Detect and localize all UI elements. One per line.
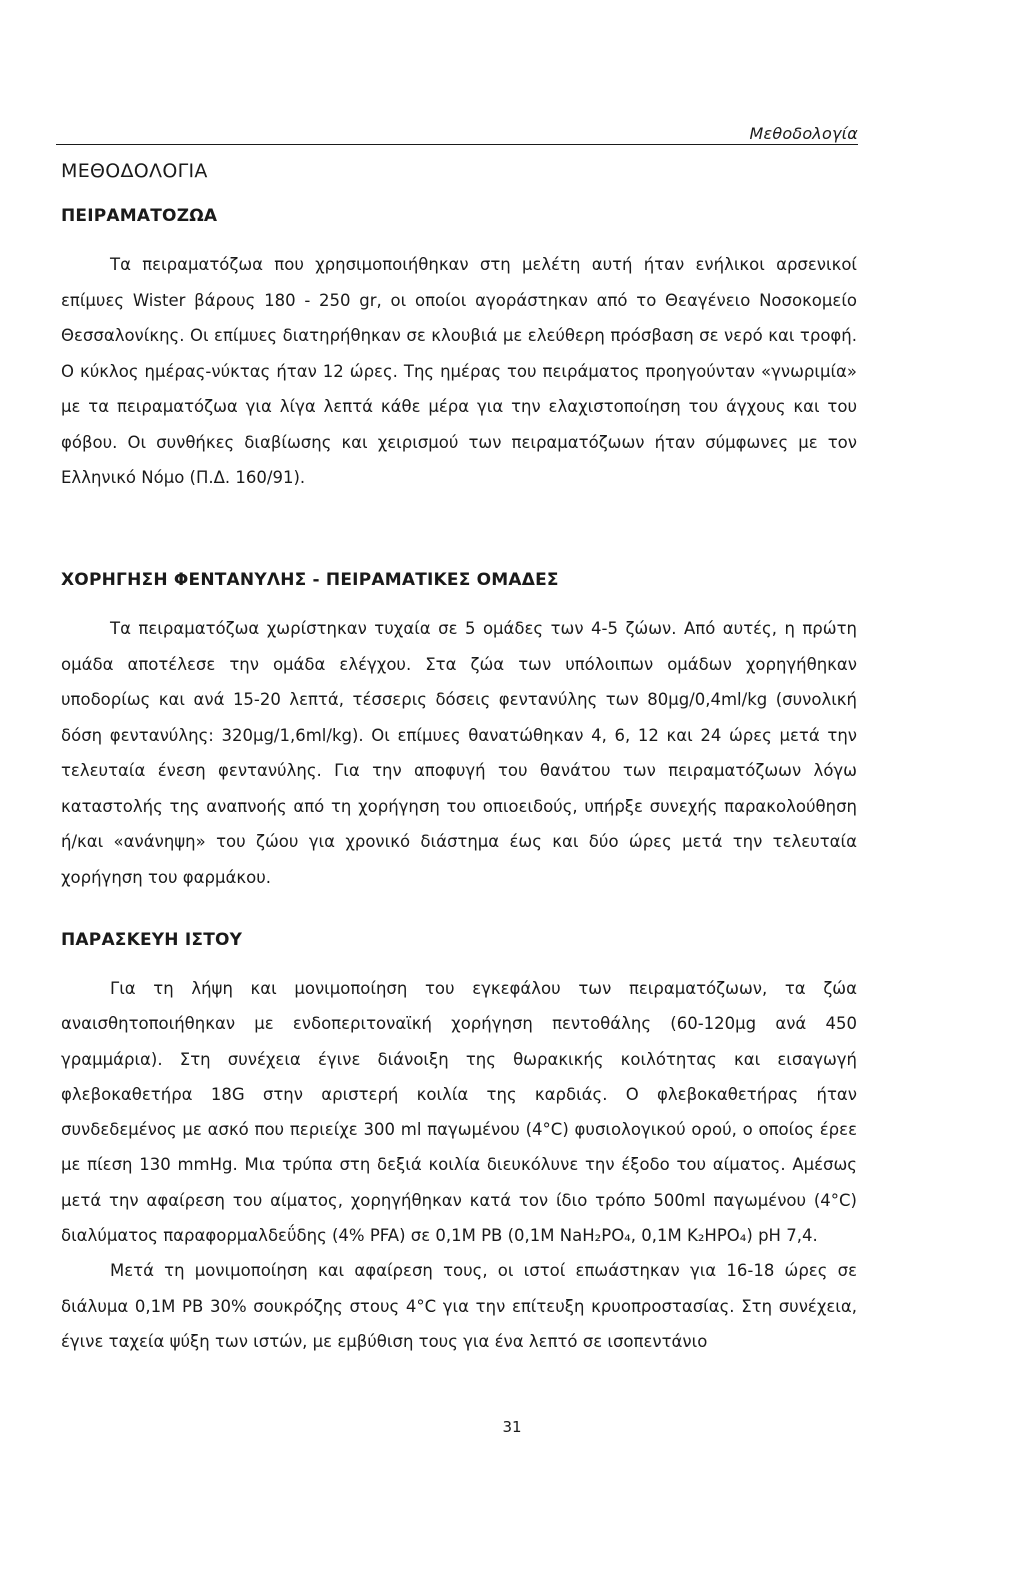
section-experimental-animals [61, 204, 857, 496]
section-heading: ΠΕΙΡΑΜΑΤΟΖΩΑ [61, 206, 218, 226]
running-header [56, 124, 858, 145]
chapter-title: ΜΕΘΟΔΟΛΟΓΙΑ [61, 160, 208, 182]
paragraph: Τα πειραματόζωα που χρησιμοποιήθηκαν στη μελέτη αυτή ήταν ενήλικοι αρσενικοί επίμυες Wister βάρους 180 - 250 gr, οι οποίοι αγοράστηκαν από το Θεαγένειο Νοσοκομείο Θεσσαλονίκης. Οι επίμυες διατηρήθηκαν σε κλουβιά με ελεύθερη πρόσβαση σε νερό και τροφή. Ο κύκλος ημέρας-νύκτας ήταν 12 ώρες. Της ημέρας του πειράματος προηγούνταν «γνωριμία» με τα πειραματόζωα για λίγα λεπτά κάθε μέρα για την ελαχιστοποίηση του άγχους και του φόβου. Οι συνθήκες διαβίωσης και χειρισμού των πειραματόζωων ήταν σύμφωνες με τον Ελληνικό Νόμο (Π.Δ. 160/91). [61, 255, 857, 487]
running-header-title: Μεθοδολογία [749, 124, 858, 143]
section-fentanyl-administration [61, 568, 857, 895]
paragraph: Τα πειραματόζωα χωρίστηκαν τυχαία σε 5 ομάδες των 4-5 ζώων. Από αυτές, η πρώτη ομάδα αποτέλεσε την ομάδα ελέγχου. Στα ζώα των υπόλοιπων ομάδων χορηγήθηκαν υποδορίως και ανά 15-20 λεπτά, τέσσερις δόσεις φεντανύλης των 80μg/0,4ml/kg (συνολική δόση φεντανύλης: 320μg/1,6ml/kg). Οι επίμυες θανατώθηκαν 4, 6, 12 και 24 ώρες μετά την τελευταία ένεση φεντανύλης. Για την αποφυγή του θανάτου των πειραματόζωων λόγω καταστολής της αναπνοής από τη χορήγηση του οπιοειδούς, υπήρξε συνεχής παρακολούθηση ή/και «ανάνηψη» του ζώου για χρονικό διάστημα έως και δύο ώρες μετά την τελευταία χορήγηση του φαρμάκου. [61, 619, 857, 887]
paragraph: Για τη λήψη και μονιμοποίηση του εγκεφάλου των πειραματόζωων, τα ζώα αναισθητοποιήθηκαν με ενδοπεριτοναϊκή χορήγηση πεντοθάλης (60-120μg ανά 450 γραμμάρια). Στη συνέχεια έγινε διάνοιξη της θωρακικής κοιλότητας και εισαγωγή φλεβοκαθετήρα 18G στην αριστερή κοιλία της καρδιάς. Ο φλεβοκαθετήρας ήταν συνδεδεμένος με ασκό που περιείχε 300 ml παγωμένου (4°C) φυσιολογικού ορού, ο οποίος έρεε με πίεση 130 mmHg. Μια τρύπα στη δεξιά κοιλία διευκόλυνε την έξοδο του αίματος. Αμέσως μετά την αφαίρεση του αίματος, χορηγήθηκαν κατά τον ίδιο τρόπο 500ml παγωμένου (4°C) διαλύματος παραφορμαλδεΰδης (4% PFA) σε 0,1M PB (0,1M NaH₂PO₄, 0,1M K₂HPO₄) pH 7,4. [61, 979, 857, 1246]
section-heading: ΠΑΡΑΣΚΕΥΗ ΙΣΤΟΥ [61, 930, 243, 950]
section-tissue-preparation [61, 928, 857, 1359]
page-number: 31 [502, 1418, 522, 1436]
paragraph: Μετά τη μονιμοποίηση και αφαίρεση τους, οι ιστοί επωάστηκαν για 16-18 ώρες σε διάλυμα 0,1M PB 30% σουκρόζης στους 4°C για την επίτευξη κρυοπροστασίας. Στη συνέχεια, έγινε ταχεία ψύξη των ιστών, με εμβύθιση τους για ένα λεπτό σε ισοπεντάνιο [61, 1261, 857, 1351]
section-heading: ΧΟΡΗΓΗΣΗ ΦΕΝΤΑΝΥΛΗΣ - ΠΕΙΡΑΜΑΤΙΚΕΣ ΟΜΑΔΕΣ [61, 570, 559, 590]
